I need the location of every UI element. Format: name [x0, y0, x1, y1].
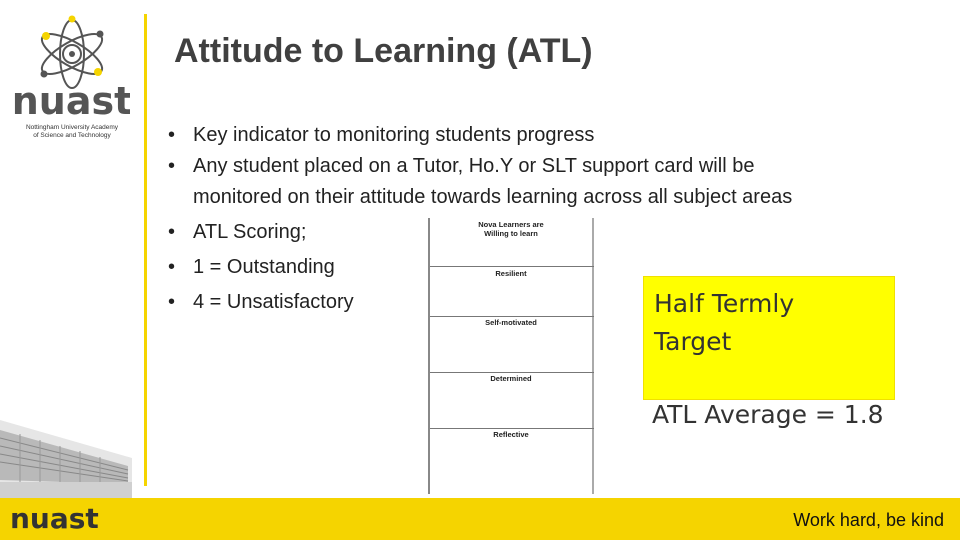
- logo-caption-line-1: Nottingham University Academy: [25, 124, 119, 131]
- scale-header-line-1: Nova Learners are: [478, 220, 544, 229]
- scale-level-determined: Determined: [490, 374, 532, 383]
- logo-wordmark: nuast: [14, 79, 130, 122]
- building-image: [0, 410, 132, 498]
- footer-logo-text: nuast: [10, 506, 99, 532]
- bullet-dot: •: [168, 155, 176, 177]
- scale-divider: [430, 266, 594, 267]
- logo-caption: [10, 124, 134, 140]
- scale-header-line-2: Willing to learn: [484, 229, 538, 238]
- scale-level-resilient: Resilient: [495, 269, 527, 278]
- scale-level-reflective: Reflective: [493, 430, 529, 439]
- bullet-dot: •: [168, 256, 176, 278]
- bullet-text: ATL Scoring;: [193, 221, 307, 243]
- scale-divider: [430, 316, 594, 317]
- nuast-logo: [14, 14, 130, 127]
- bullet-text-continued: monitored on their attitude towards learning across all subject areas: [193, 186, 793, 208]
- target-text: Half Termly Target: [654, 289, 795, 356]
- footer-bar: [0, 498, 960, 540]
- bullet-dot: •: [168, 124, 176, 146]
- sidebar-divider: [144, 14, 147, 486]
- atom-icon: [14, 14, 130, 122]
- scale-level-self-motivated: Self-motivated: [485, 318, 537, 327]
- bullet-text: 1 = Outstanding: [193, 256, 335, 278]
- slide-title: Attitude to Learning (ATL): [174, 32, 593, 70]
- bullet-item: [168, 120, 792, 151]
- atl-average: ATL Average = 1.8: [652, 400, 884, 429]
- atl-scale: [428, 218, 594, 494]
- logo-caption-line-2: of Science and Technology: [33, 132, 111, 139]
- building-icon: [0, 410, 132, 498]
- bullet-text: Any student placed on a Tutor, Ho.Y or SLT support card will be: [193, 155, 755, 177]
- footer-tagline: Work hard, be kind: [793, 510, 944, 530]
- scale-divider: [430, 372, 594, 373]
- bullet-item: [168, 151, 792, 213]
- bullet-dot: •: [168, 221, 176, 243]
- target-box: [643, 276, 895, 400]
- bullet-text: Key indicator to monitoring students progress: [193, 124, 595, 146]
- bullet-text: 4 = Unsatisfactory: [193, 291, 354, 313]
- footer-logo: [10, 506, 100, 532]
- scale-divider: [430, 428, 594, 429]
- bullet-dot: •: [168, 291, 176, 313]
